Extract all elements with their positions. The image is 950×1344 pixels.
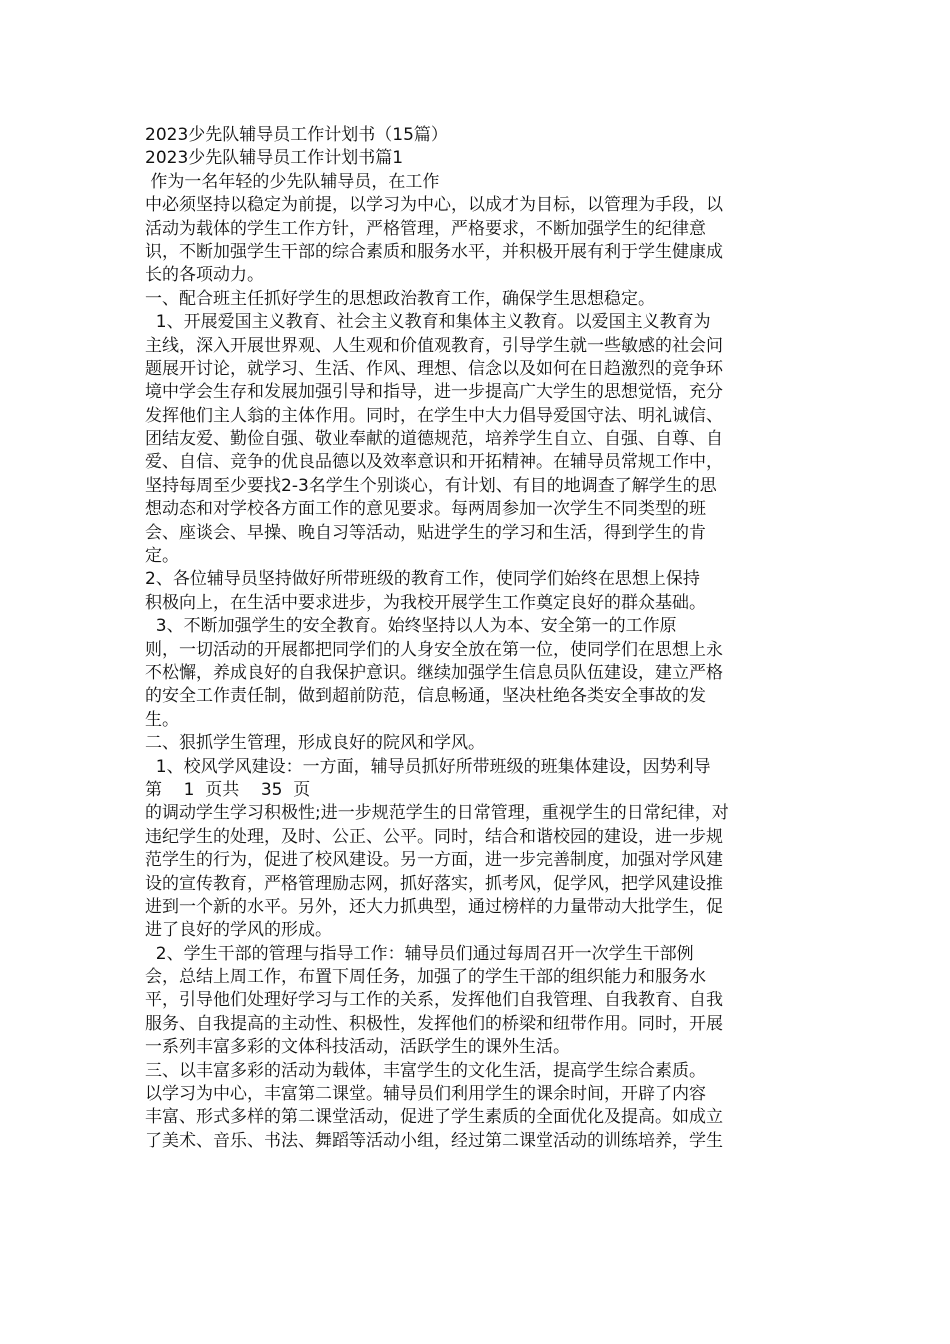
text-line: 长的各项动力。: [145, 265, 264, 286]
text-line: 进到一个新的水平。另外，还大力抓典型，通过榜样的力量带动大批学生，促: [145, 896, 723, 917]
text-line: 三、以丰富多彩的活动为载体，丰富学生的文化生活，提高学生综合素质。: [145, 1060, 706, 1081]
text-line: 题展开讨论，就学习、生活、作风、理想、信念以及如何在日趋激烈的竞争环: [145, 358, 723, 379]
text-line: 一、配合班主任抓好学生的思想政治教育工作，确保学生思想稳定。: [145, 288, 655, 309]
text-line: 不松懈，养成良好的自我保护意识。继续加强学生信息员队伍建设，建立严格: [145, 662, 723, 683]
text-line: 范学生的行为，促进了校风建设。另一方面，进一步完善制度，加强对学风建: [145, 850, 723, 871]
document-body: [145, 124, 810, 1153]
document-title: 2023少先队辅导员工作计划书（15篇）: [145, 125, 448, 145]
text-line: 服务、自我提高的主动性、积极性，发挥他们的桥梁和纽带作用。同时，开展: [145, 1013, 723, 1034]
text-line: 违纪学生的处理，及时、公正、公平。同时，结合和谐校园的建设，进一步规: [145, 826, 723, 847]
text-line: 想动态和对学校各方面工作的意见要求。每两周参加一次学生不同类型的班: [145, 499, 706, 520]
text-line: 1、校风学风建设：一方面，辅导员抓好所带班级的班集体建设，因势利导: [145, 756, 711, 777]
text-line: 会，总结上周工作，布置下周任务，加强了的学生干部的组织能力和服务水: [145, 967, 706, 988]
text-line: 以学习为中心，丰富第二课堂。辅导员们利用学生的课余时间，开辟了内容: [145, 1084, 706, 1105]
text-line: 发挥他们主人翁的主体作用。同时，在学生中大力倡导爱国守法、明礼诚信、: [145, 405, 723, 426]
text-line: 设的宣传教育，严格管理励志网，抓好落实，抓考风，促学风，把学风建设推: [145, 873, 723, 894]
text-line: 坚持每周至少要找2-3名学生个别谈心，有计划、有目的地调查了解学生的思: [145, 475, 717, 496]
text-line: 境中学会生存和发展加强引导和指导，进一步提高广大学生的思想觉悟，充分: [145, 382, 723, 403]
text-line: 2023少先队辅导员工作计划书篇1: [145, 148, 404, 169]
text-line: 进了良好的学风的形成。: [145, 920, 332, 941]
text-line: 生。: [145, 709, 179, 730]
text-line: 作为一名年轻的少先队辅导员，在工作: [145, 171, 440, 192]
text-line: 的调动学生学习积极性;进一步规范学生的日常管理，重视学生的日常纪律，对: [145, 803, 729, 824]
text-line: 丰富、形式多样的第二课堂活动，促进了学生素质的全面优化及提高。如成立: [145, 1107, 723, 1128]
text-line: 中必须坚持以稳定为前提，以学习为中心，以成才为目标，以管理为手段，以: [145, 195, 723, 216]
text-line: 3、不断加强学生的安全教育。始终坚持以人为本、安全第一的工作原: [145, 616, 677, 637]
text-line: 则，一切活动的开展都把同学们的人身安全放在第一位，使同学们在思想上永: [145, 639, 723, 660]
text-line: 一系列丰富多彩的文体科技活动，活跃学生的课外生活。: [145, 1037, 570, 1058]
text-line: 1、开展爱国主义教育、社会主义教育和集体主义教育。以爱国主义教育为: [145, 312, 711, 333]
text-line: 会、座谈会、早操、晚自习等活动，贴进学生的学习和生活，得到学生的肯: [145, 522, 706, 543]
text-line: 定。: [145, 546, 179, 567]
text-line: 的安全工作责任制，做到超前防范，信息畅通，坚决杜绝各类安全事故的发: [145, 686, 706, 707]
page-footer: 第 1 页共 35 页: [145, 779, 311, 800]
text-line: 2、学生干部的管理与指导工作：辅导员们通过每周召开一次学生干部例: [145, 943, 694, 964]
text-line: 活动为载体的学生工作方针，严格管理，严格要求，不断加强学生的纪律意: [145, 218, 706, 239]
text-line: 平，引导他们处理好学习与工作的关系，发挥他们自我管理、自我教育、自我: [145, 990, 723, 1011]
text-line: 主线，深入开展世界观、人生观和价值观教育，引导学生就一些敏感的社会问: [145, 335, 723, 356]
text-line: 积极向上，在生活中要求进步，为我校开展学生工作奠定良好的群众基础。: [145, 592, 706, 613]
text-line: 团结友爱、勤俭自强、敬业奉献的道德规范，培养学生自立、自强、自尊、自: [145, 429, 723, 450]
text-line: 识，不断加强学生干部的综合素质和服务水平，并积极开展有利于学生健康成: [145, 241, 723, 262]
text-line: 二、狠抓学生管理，形成良好的院风和学风。: [145, 733, 485, 754]
text-line: 爱、自信、竞争的优良品德以及效率意识和开拓精神。在辅导员常规工作中，: [145, 452, 723, 473]
text-line: 2、各位辅导员坚持做好所带班级的教育工作，使同学们始终在思想上保持: [145, 569, 700, 590]
text-line: 了美术、音乐、书法、舞蹈等活动小组，经过第二课堂活动的训练培养，学生: [145, 1130, 723, 1151]
